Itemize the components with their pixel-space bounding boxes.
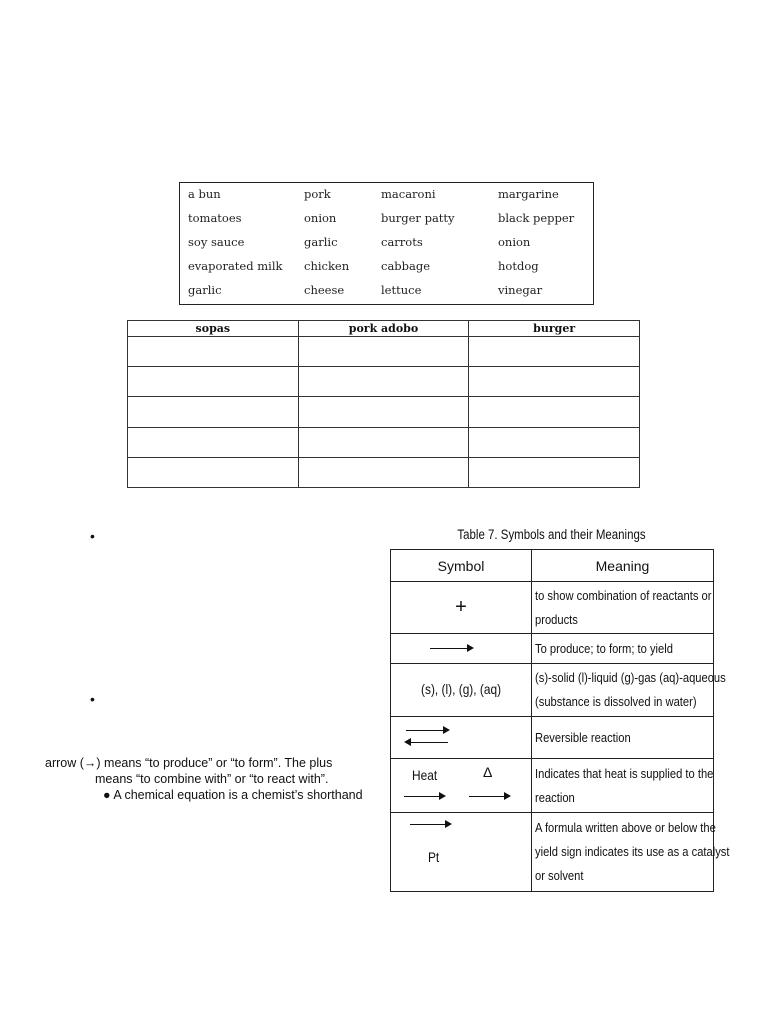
meaning-text: (substance is dissolved in water) [535,694,697,709]
ingredient-item: margarine [498,187,559,201]
table-row [391,813,714,892]
heat-arrow-icon [404,796,444,797]
state-symbols: (s), (l), (g), (aq) [420,681,501,697]
table-row [128,397,640,427]
catalyst-arrow-icon [410,824,450,825]
symbol-cell [391,664,532,717]
meaning-text: To produce; to form; to yield [535,640,673,656]
table-caption: Table 7. Symbols and their Meanings [457,527,646,542]
meaning-text: yield sign indicates its use as a catalyst [535,844,730,859]
empty-cell[interactable] [128,397,299,427]
ingredient-item: tomatoes [188,211,242,225]
empty-cell[interactable] [128,457,299,487]
empty-cell[interactable] [298,457,469,487]
plus-symbol: + [455,596,467,618]
ingredient-item: burger patty [381,211,455,225]
ingredient-item: black pepper [498,211,575,225]
ingredient-item: macaroni [381,187,436,201]
table-row [128,427,640,457]
symbol-cell [391,634,532,664]
forward-arrow-icon [406,730,448,731]
table-row [391,634,714,664]
empty-cell[interactable] [469,397,640,427]
meaning-text: reaction [535,789,575,805]
bullet-marker: • [90,691,95,707]
recipe-header-sopas: sopas [128,321,299,337]
ingredient-item: onion [304,211,337,225]
symbol-cell [391,759,532,813]
recipe-header-pork-adobo: pork adobo [298,321,469,337]
meaning-cell [532,717,714,759]
recipe-header-burger: burger [469,321,640,337]
header-meaning: Meaning [532,550,714,582]
ingredient-item: hotdog [498,259,539,273]
empty-cell[interactable] [469,367,640,397]
delta-arrow-icon [469,796,509,797]
ingredient-item: onion [498,235,531,249]
empty-cell[interactable] [469,337,640,367]
text-fragment-line2: means “to combine with” or “to react with”. [95,772,329,786]
table-row [391,664,714,717]
text-fragment-line1: arrow (→) means “to produce” or “to form”. The plus [45,756,333,770]
symbols-header-row [391,550,714,582]
symbols-table [390,549,730,892]
ingredient-item: a bun [188,187,221,201]
meaning-cell [532,582,714,634]
header-symbol: Symbol [391,550,532,582]
empty-cell[interactable] [298,367,469,397]
meaning-cell [532,759,714,813]
ingredient-item: chicken [304,259,350,273]
empty-cell[interactable] [298,337,469,367]
empty-cell[interactable] [469,457,640,487]
table-row [128,367,640,397]
meaning-text: Reversible reaction [535,729,631,745]
heat-label: Heat [412,767,438,783]
meaning-text: (s)-solid (l)-liquid (g)-gas (aq)-aqueous [535,670,726,685]
recipe-table-header-row [128,321,640,337]
ingredient-item: cheese [304,283,345,297]
meaning-text: A formula written above or below the [535,820,716,835]
symbol-cell [391,582,532,634]
table-row [128,457,640,487]
meaning-text: or solvent [535,868,584,883]
ingredient-item: garlic [188,283,222,297]
ingredient-item: evaporated milk [188,259,283,273]
empty-cell[interactable] [298,427,469,457]
table-row [391,582,714,634]
ingredients-box [179,182,594,305]
meaning-text: to show combination of reactants or [535,587,712,603]
delta-icon: Δ [483,764,493,780]
catalyst-pt-label: Pt [428,849,440,865]
symbol-cell [391,717,532,759]
recipe-table [127,320,640,488]
bullet-marker: • [90,528,95,544]
meaning-cell [532,664,726,717]
ingredient-item: cabbage [381,259,431,273]
ingredient-item: pork [304,187,331,201]
meaning-text: products [535,611,578,627]
meaning-text: Indicates that heat is supplied to the [535,765,714,781]
symbol-cell [391,813,532,892]
ingredient-item: soy sauce [188,235,245,249]
text-fragment-line3: ● A chemical equation is a chemist’s shorthand [103,788,363,802]
reverse-arrow-icon [406,742,448,743]
empty-cell[interactable] [128,427,299,457]
meaning-cell [532,634,714,664]
ingredient-item: vinegar [498,283,543,297]
ingredient-item: garlic [304,235,338,249]
empty-cell[interactable] [469,427,640,457]
ingredient-item: lettuce [381,283,422,297]
empty-cell[interactable] [128,367,299,397]
empty-cell[interactable] [298,397,469,427]
empty-cell[interactable] [128,337,299,367]
table-row [128,337,640,367]
table-row [391,759,714,813]
meaning-cell [532,813,730,892]
ingredient-item: carrots [381,235,423,249]
yield-arrow-icon [430,648,472,649]
table-row [391,717,714,759]
